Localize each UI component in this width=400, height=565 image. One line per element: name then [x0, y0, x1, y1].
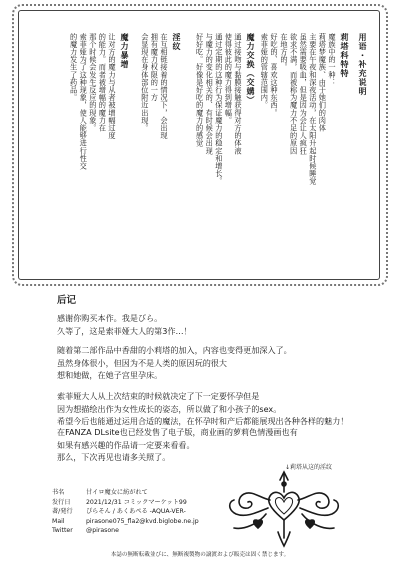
glossary-section-body: 在互相链接着的情况下，会出现 拥有魔力权限的一方 会显现在身体部位附近出现。	[140, 33, 169, 140]
glossary-section-body: 让对方的魔力与从者被增幅过度 的能力。而者被增幅的魔力在 那个时候会发生反应的现象。 索菲娅为了这种现象，使人能够进行性交 的魔力发生了药品。	[69, 33, 117, 170]
glossary-section-body: 通过接吻与黏膜接触获得对方的体液 使得彼此的魔力得到增幅。 通过定期的这种行为保证魔力的稳定和增长。 与魔力的变化相关的、有时候会出现 好好吃。好像是好吃的魔力的感觉	[195, 33, 243, 185]
afterword-paragraph: 索菲娅大人从上次结束的时候就决定了下一定要怀孕但是 因为想描绘出作为女性成长的姿态，所以做了和小孩子的sex。 希望今后也能通过运用合适的魔法，在怀孕时和产后都能展现出各种各样的魅力！	[57, 391, 349, 427]
copyright-notice: 本誌の無断転載並びに、無断複製物の譲渡および販売は固く禁じます。	[110, 552, 290, 558]
colophon-key: 发行日	[52, 498, 71, 506]
colophon-value: @pirasone	[86, 527, 119, 535]
afterword-paragraph: 随着第二部作品中香甜的小莉塔的加入，内容也变得更加深入了。 虽然身体很小，但因为不是人类的原因玩的很大 想和她做，在她子宫里孕床。	[57, 345, 292, 381]
glossary-header: 用语・补充说明	[358, 33, 367, 96]
colophon-key: Twitter	[52, 527, 73, 535]
colophon-value: pirasone075_fla2@kvd.biglobe.ne.jp	[86, 517, 199, 525]
colophon-key: 书名	[52, 489, 65, 496]
glossary-section-title: 莉塔科特特	[340, 33, 349, 78]
colophon-row	[52, 507, 203, 517]
colophon-key: 著/発行	[52, 508, 73, 516]
colophon-row	[52, 517, 203, 527]
colophon-value: ぴらそん / あくあぺる -AQUA-VER-	[86, 508, 186, 516]
emblem-caption: ↓莉塔从这的淫纹	[285, 464, 333, 471]
womb-crest-emblem-icon	[222, 468, 346, 548]
colophon-value: 2021/12/31 コミックマーケット99	[86, 498, 187, 506]
glossary-section-body: 魔族中的一种： 莉塔梦魔族、由于她们的肉体 主要在午夜和深夜活动，在太阳升起时候睡觉 虽然需要吸血，但是因为会让人疯狂 欲求不满，而被称为魔力不足的原因 在地方的。	[280, 33, 337, 185]
afterword-paragraph: 在FANZA DLsite也已经发售了电子版，商业画的萝莉色情漫画也有 如果有感兴趣的作品请一定要来看看。 那么，下次再见也请多关照了。	[57, 427, 298, 463]
colophon-row	[52, 498, 203, 508]
colophon-value: 甘イロ魔女に紡がれて	[86, 489, 148, 496]
colophon-row	[52, 526, 203, 536]
afterword-paragraph: 感谢你购买本作。我是びら。 久等了，这是索菲娅大人的第3作…！	[57, 313, 192, 336]
glossary-section-title: 淫纹	[172, 33, 181, 51]
colophon	[52, 488, 203, 536]
glossary-section-title: 魔力交换（交媾）	[246, 33, 255, 105]
colophon-row	[52, 488, 203, 498]
afterword-title: 后记	[57, 295, 77, 306]
colophon-key: Mail	[52, 517, 65, 525]
glossary-section-title: 魔力暴增	[120, 33, 129, 69]
glossary-section-body: 好吃的、喜欢这种东西。 索菲娅的管辖范围内。	[260, 33, 279, 117]
glossary-panel	[18, 10, 380, 280]
